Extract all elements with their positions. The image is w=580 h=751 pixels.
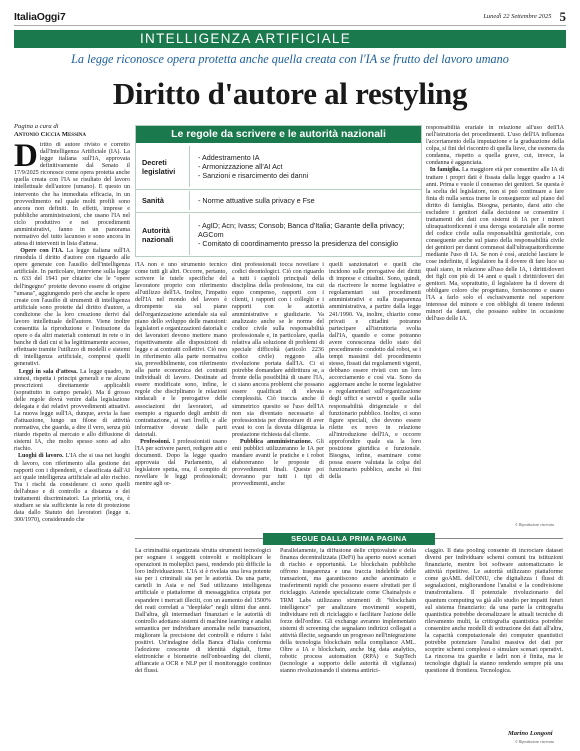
copyright-note-2: © Riproduzione riservata bbox=[515, 740, 554, 744]
box-row-decreti bbox=[136, 146, 421, 187]
column-1-text: iritto di autore rivisto e corretto dall'Intelligenza Artificiale (IA). La legge italiana sull'IA, approvata definitivamente dal Senato il 17/9/2025 riconosce come opera protetta anche quella creata con l'IA se risultato del lavoro intellettuale dell'autore (umano). E questo un intervento che ha immediata efficacia, in un provvedimento nel quale molti profili sono ancora non definiti. In effetti, imprese e pubbliche amministrazioni, che usano l'IA nel ciclo produttivo e nei procedimenti amministrativi, fanno in un panorama normativo del tutto lacunoso e sono ancora in attesa di interventi in lista d'attesa. bbox=[14, 142, 130, 248]
column-5-text: responsabilità erariale in relazione all'uso dell'IA nell'istruttoria dei procedimenti. L'uso dell'IA influenza l'accertamento della imputazione e la graduazione della colpa, si fini del riscontro di quella lieve, che esonera da condanna, rispetto a quella grave, cui, invece, la condanna è agganciata. bbox=[426, 125, 564, 167]
box-row-items bbox=[190, 214, 421, 255]
copyright-note: © Riproduzione riservata bbox=[515, 523, 554, 527]
article-column-3 bbox=[232, 262, 324, 530]
box-item: - AgID; Acn; Ivass; Consob; Banca d'Italia; Garante della privacy; AGCom bbox=[198, 221, 421, 240]
box-item: - Armonizzazione all'AI Act bbox=[198, 162, 421, 171]
column-1-text-4: L'IA che si usa nei luoghi di lavoro, con riferimento alla gestione dei rapporti con i dipendenti, e classificata dall'AI act quale intelligenza artificiale ad alto rischio. Tra i rischi da considerare ci sono quelli dell'abuso e di controllo a distanza e dei trattamenti discriminatori. La priorità, ora, è studiare se sia sufficiente la rete di protezione data dallo Statuto dei lavoratori (legge n. 300/1970), considerando che bbox=[14, 453, 130, 524]
section-title: INTELLIGENZA ARTIFICIALE bbox=[140, 31, 352, 46]
rules-box-title: Le regole da scrivere e le autorità nazionali bbox=[136, 126, 421, 143]
box-divider bbox=[136, 189, 421, 190]
page-number: 5 bbox=[559, 8, 566, 24]
subhead-famiglia: In famiglia. bbox=[429, 167, 461, 174]
byline-page-ref: Pagina a cura di bbox=[14, 123, 59, 130]
article-kicker: La legge riconosce opera protetta anche quella creata con l'IA se frutto del lavoro umano bbox=[71, 52, 509, 66]
byline bbox=[14, 123, 134, 139]
article-column-2 bbox=[135, 262, 227, 530]
box-row-label: Autorità nazionali bbox=[136, 214, 190, 255]
section-band bbox=[14, 30, 566, 48]
subhead-lavoro: Luoghi di lavoro. bbox=[17, 453, 64, 460]
box-row-label: Sanità bbox=[136, 191, 190, 210]
box-item: - Norme attuative sulla privacy e Fse bbox=[198, 196, 421, 205]
column-2-text: l'IA non è uno strumento tecnico come tutti gli altri. Occorre, pertanto, scrivere le tutele specifiche del lavoratore proprio con riferimento all'utilizzo dell'IA. Inoltre, l'impatto dell'IA nel mondo del lavoro è dirompente sia sul piano dell'organizzazione aziendale sia sul piano dello sviluppo delle mansioni: legislatori e organizzazioni datoriali e dei lavoratori devono mettere mano rispettivamente alle disposizioni di legge e ai contratti collettivi. Ciò non in riferimento alla parte normativa sia, prevedibilmente, con riferimento alla parte economica dei contratti individuali di lavoro. Destinate ad essere modificate sono, infine, le regole che disciplinano le relazioni sindacali e le prerogative delle associazioni dei lavoratori, ad esempio a riguardo degli ambiti di contrattazione, ai vari livelli, e alle informative dovute dalle parti datoriali. bbox=[135, 262, 227, 438]
box-row-sanita bbox=[136, 191, 421, 210]
continued-tag: SEGUE DALLA PRIMA PAGINA bbox=[263, 533, 435, 545]
continued-text-1: La criminalità organizzata sfrutta strumenti tecnologici per sognare i soggetti coinvolti e moltiplicare le operazioni in molteplici paesi, rendendo più difficile la loro individuazione. L'IA si è rivelata una leva potente sia per i criminali sia per le autorità. Da una parte, carteili in Asia e nel Sud utilizzano intelligenza artificiale e piattaforme di messaggistica criptata per espandere i mercati illeciti, con un aumento del 1500% dei reati correlati a "deepfake" negli ultimi due anni. Dall'altra, gli intermediari finanziari e le autorità di controllo adottano sistemi di machine learning e analisi semantica per individuare anomalie nelle transazioni, migliorare la precisione dei controlli e ridurre i falsi positivi. Un'indagine della Banca d'Italia conferma l'adozione crescente di identità digitali, firme elettroniche e biometrie nell'onboarding dei clienti, affiancate a OCR e NLP per il monitoraggio continuo dei flussi. bbox=[135, 548, 271, 675]
column-3-text: dini professionali tocca novellare i codici deontologici. Ciò con riguardo a tutti i capitoli principali della disciplina della professione, tra cui equo compenso, rapporti con i clienti, i rapporti con i colleghi e i rapporti con le autorità amministrative e giudiziarie. Va analizzato anche se le norme del codice civile sulla responsabilità professionale e, in particolare, quella relativa alla soluzione di problemi di speciale difficoltà (articolo 2236 codice civile) reggono alla rivoluzione portata dall'IA. Ci si potrebbe domandare addirittura se, a fronte della possibilità di usare l'IA, ci siano ancora problemi che possano essere qualificati di elevata complessità. Ciò traccia anche il simmetrico quesito se l'uso dell'IA non sia diventato necessario al professionista per dimostrare di aver evasi to con la dovuta diligenza la prestazione richiesta dal cliente. bbox=[232, 262, 324, 438]
column-4-text: quelli sanzionatori e quelli che incidono sulle prerogative dei diritti di imprese e cittadini. Sono, quindi, da riscrivere le norme legislative e regolamentari sui procedimenti amministrativi e sulla trasparenza amministrativa, a partire dalla legge 241/1990. Va, inoltre, chiarito come privati e cittadini potranno partecipare all'istruttoria svolta dall'IA, quando e come potranno avere conoscenza dello stato del procedimento condotto dal robot, se i tempi massimi del procedimento stesso, fissati dai regolamenti vigenti, debbano essere rivisti con un loro accorciamento e così via. Sono da aggiornare anche le norme legislative e regolamentari sull'organizzazione degli uffici e servizi e quelle sulla responsabilità dirigenziale e del funzionario pubblico. Inoltre, ci sono figure speciali, che devono essere rilette ex novo in relazione all'introduzione dell'IA, e occorre approfondire quale sia la loro posizione giuridica e funzionale. Bisogna, infine, esaminare come possa essere valutata la colpa del funzionario pubblico, anche sì fini della bbox=[329, 262, 421, 481]
column-3-text-2: Gli enti pubblici utilizzeranno le IA per mandare avanti le pratiche e i robot elaboreranno le proposte di provvedimenti finali. Queste poi dovranno pur tutti i tipi di provvedimenti, anche bbox=[232, 438, 324, 488]
box-divider bbox=[136, 212, 421, 213]
continued-column-2 bbox=[280, 548, 416, 744]
column-1-text-3: La legge quadro, in sintesi, rispetta i principi generali e ne alcune prescrizioni direttamente applicabili (soprattutto in campo penale). Ma il grosso delle regole dovrà venire dalla legislazione delegata e dai relativi provvedimenti attuativi. La nuova legge sull'IA, dunque, avvia la fase d'attuazione, lungo un filone di attività normativa, che guarda, a dire il vero, senza più ritardo rispetto al mercato e allo diffusione di sistemi IA, che molto spesso sono ad alto rischio. bbox=[14, 368, 130, 453]
column-2-text-2: I professionisti usano l'IA per scrivere pareri, redigere atti e documenti. Dopo la legge quadro approvata dal Parlamento, al legislatore spetta, ora, il compito di novellare le leggi professionali; mentre agli or- bbox=[135, 438, 227, 488]
article-headline: Diritto d'autore al restyling bbox=[112, 76, 468, 111]
box-row-autorita bbox=[136, 214, 421, 255]
author-signature: Marino Longoni bbox=[508, 730, 553, 737]
continued-column-1 bbox=[135, 548, 271, 744]
continued-text-3: claggio. Il data pooling consente di incrociare dataset diversi per individuare schemi comuni tra istituzioni finanziarie, mentre bot software automatizzano le attività ripetitive. Le autorità utilizzano piattaforme come goAML dell'ONU, che digitalizza i flussi di segnalazioni, migliorandone l'analisi e la condivisione transfrontaliera. Il potenziale rivoluzionario del quantum computing va già allo studio per impatti futuri sul sistema finanziario: da una parte la crittografia quantistica potrebbe decenalizzare le attuali tecniche di rilevamento multi, la crittografia quantistica potrebbe consentire anche modelli di sottrazione dei dati all'altra, la capacità computazionale dei computer quantistici potrebbe potenziare l'analisi massiva dei dati per scoprire schemi complessi o simulare scenari operativi. La rincorsa tra guardie e ladri non è finita, ma le tecnologie digitali la stanno rendendo sempre più una questione di frontiera. Tecnologica. bbox=[425, 548, 563, 675]
continued-section-header bbox=[135, 533, 563, 545]
masthead bbox=[14, 8, 566, 26]
subhead-opere: Opere con l'IA. bbox=[20, 248, 64, 255]
box-row-items bbox=[190, 191, 421, 210]
box-item: - Sanzioni e risarcimento dei danni bbox=[198, 171, 421, 180]
box-item: - Comitato di coordinamento presso la presidenza del consiglio bbox=[198, 239, 421, 248]
drop-cap: D bbox=[14, 142, 38, 174]
box-row-items bbox=[190, 146, 421, 187]
continued-text-2: Parallelamente, la diffusione delle criptovalute e della finanza decentralizzata (DeFi) ha aperto nuovi scenari di rischio e opportunità. Le blockchain pubbliche offrono trasparenza e una traccia indelebile delle transazioni, ma garantiscono anche anonimato e trasferimenti rapidi che possono essere sfruttati per il riciclaggio. Aziende specializzate come Chainalysis e TRM Labs utilizzano strumenti di "blockchain intelligence" per analizzare movimenti sospetti, individuare reti di riciclaggio e facilitare l'azione delle forze dell'ordine. Gli exchange avranno implementato sistemi di screening che segnalano indirizzi collegati a attività illecite, segnando un progresso nell'integrazione della tecnologia blockchain nella compliance AML. Oltre a IA e blockchain, anche big data analytics, robotic process automation (RPA) e SupTech (tecnologie a supporto delle autorità di vigilanza) stanno rivoluzionando il sistema antirici- bbox=[280, 548, 416, 675]
issue-date: Lunedì 22 Settembre 2025 bbox=[483, 13, 552, 20]
box-row-label: Decreti legislativi bbox=[136, 146, 190, 187]
newspaper-logo: ItaliaOggi7 bbox=[14, 10, 66, 23]
article-column-1 bbox=[14, 142, 130, 531]
byline-author: Antonio Ciccia Messina bbox=[14, 131, 87, 138]
box-item: - Addestramento IA bbox=[198, 153, 421, 162]
subhead-pa: Pubblica amministrazione. bbox=[239, 438, 313, 445]
column-1-text-2: La legge italiana sull'IA rimodula il diritto d'autore con riguardo alle opere generate con l'ausilio dell'intelligenza artificiale. In particolare, interviene sulla legge n. 633 del 1941 per chiarire che le "opere dell'ingegno" protette devono essere di origine "umana", aggiungendo però che anche le opere create con l'ausilio di strumenti di intelligenza artificiale sono protette dal diritto d'autore, a condizione che la loro creazione derivi dal lavoro intellettuale dell'autore. Viene inoltre consentita la riproduzione e l'estrazione da opere o da altri materiali contenuti in rete o in banche di dati cui si ha legittimamente accesso, effettuate tramite l'utilizzo di modelli e sistemi di intelligenza artificiale, compresi quelli generativi. bbox=[14, 248, 130, 368]
subhead-professioni: Professioni. bbox=[140, 438, 171, 445]
article-column-5 bbox=[426, 125, 564, 521]
article-column-4 bbox=[329, 262, 421, 530]
column-5-text-2: La maggiore età per consentire alle IA di trattare i propri dati è fissata dalla legge quadro a 14 anni. Prima e vuole il consenso dei genitori. Se questa è la scelta del legislatore, non si può continuare a fare finta di nulla senza trarne le conseguenze sul piano del diritto di famiglia. Bisogna, pertanto, darsi atto che escludere i genitori dalla decisione se consentire i trattamenti dei dati con sistemi di IA per i minori ultraquattordicenni è una deroga sostanziale alle norme del codice civile sulla responsabilità genitoriale, con conseguente anche sul piano della responsabilità civile dei genitori per danni commessi dall'ultraquattordicenne mediante l'uso di IA. Se non è così, anziché lasciare le cose indefinite, il legislatore ha il dovere di fare luce su quali siano, in relazione all'uso delle IA, i diritti/doveri dei figli con più di 14 anni e quali i diritti/doveri dei genitori. Ma, soprattutto, il legislatore ha il dovere di obbligare coloro che progettano, fornisconno e usano l'IA a farlo solo el esclusivamente nel superiore interesse del minore e con obblighi di tenere indenni minori da danni, che possano subire in occasione dell'uso delle IA. bbox=[426, 167, 564, 323]
subhead-leggi: Leggi in sala d'attesa. bbox=[18, 368, 78, 375]
rules-box bbox=[135, 125, 422, 257]
continued-column-3 bbox=[425, 548, 563, 728]
